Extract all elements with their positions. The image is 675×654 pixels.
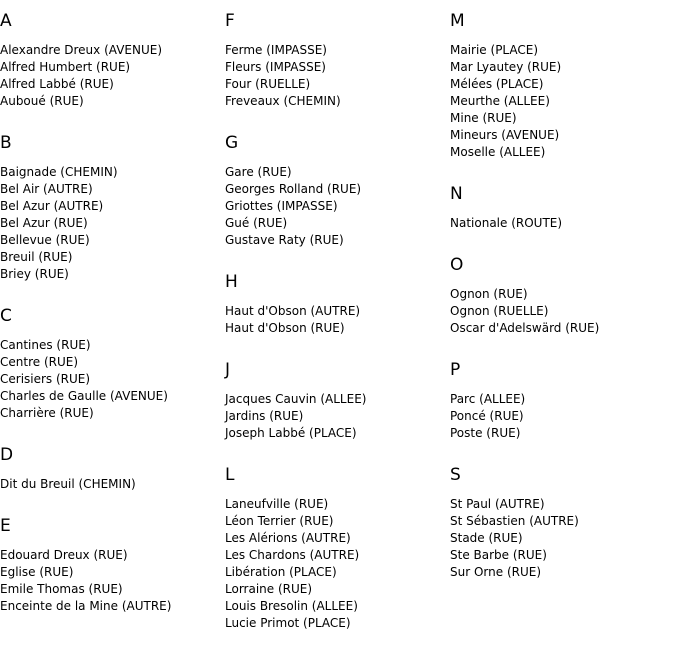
street-list-item: Gué (RUE) [225,216,288,230]
street-list-item: Joseph Labbé (PLACE) [225,426,357,440]
street-list-item: Alexandre Dreux (AVENUE) [0,43,163,57]
street-list-item: Auboué (RUE) [0,94,84,108]
street-list-item: Moselle (ALLEE) [450,145,546,159]
section-letter-heading: E [0,516,11,536]
street-list-item: Poste (RUE) [450,426,521,440]
street-list-item: Mineurs (AVENUE) [450,128,560,142]
street-list-item: Bel Azur (RUE) [0,216,88,230]
street-list-item: Fleurs (IMPASSE) [225,60,326,74]
letter-section [450,10,675,161]
street-list-item: Ognon (RUELLE) [450,304,549,318]
letter-section [0,515,225,615]
letter-section [225,271,450,337]
street-list-item: Freveaux (CHEMIN) [225,94,341,108]
street-list-item: Alfred Labbé (RUE) [0,77,114,91]
street-list [225,496,450,632]
letter-section [450,183,675,232]
street-list-item: Sur Orne (RUE) [450,565,542,579]
letter-section [225,359,450,442]
letter-section [225,464,450,632]
street-list-item: Poncé (RUE) [450,409,524,423]
street-index-column-2 [225,10,450,654]
street-list-item: Mine (RUE) [450,111,517,125]
street-list-item: Haut d'Obson (RUE) [225,321,345,335]
street-list-item: Mairie (PLACE) [450,43,539,57]
letter-section [0,10,225,110]
street-list-item: Edouard Dreux (RUE) [0,548,128,562]
street-list-item: Georges Rolland (RUE) [225,182,362,196]
letter-section [450,359,675,442]
street-list [0,164,225,283]
street-list-item: Jardins (RUE) [225,409,304,423]
section-letter-heading: B [0,133,12,153]
street-list-item: Cantines (RUE) [0,338,91,352]
street-list [450,215,675,232]
street-list-item: Four (RUELLE) [225,77,311,91]
street-list-item: Oscar d'Adelswärd (RUE) [450,321,600,335]
street-list [450,42,675,161]
street-list-item: Haut d'Obson (AUTRE) [225,304,361,318]
street-list-item: Léon Terrier (RUE) [225,514,334,528]
street-list [225,164,450,249]
street-list-item: Jacques Cauvin (ALLEE) [225,392,367,406]
street-list-item: St Paul (AUTRE) [450,497,545,511]
street-list-item: Charles de Gaulle (AVENUE) [0,389,168,403]
section-letter-heading: A [0,11,12,31]
section-letter-heading: H [225,272,238,292]
section-letter-heading: G [225,133,239,153]
street-list [450,391,675,442]
section-letter-heading: D [0,445,14,465]
street-list [0,337,225,422]
street-list-item: Cerisiers (RUE) [0,372,91,386]
street-list-item: St Sébastien (AUTRE) [450,514,579,528]
section-letter-heading: F [225,11,235,31]
street-list [450,496,675,581]
street-list-item: Louis Bresolin (ALLEE) [225,599,358,613]
street-list-item: Lorraine (RUE) [225,582,313,596]
street-list [0,476,225,493]
street-list-item: Lucie Primot (PLACE) [225,616,351,630]
street-list-item: Charrière (RUE) [0,406,94,420]
street-list [450,286,675,337]
street-list-item: Stade (RUE) [450,531,523,545]
letter-section [450,254,675,337]
street-index-column-1 [0,10,225,637]
section-letter-heading: M [450,11,465,31]
letter-section [0,444,225,493]
street-index-column-3 [450,10,675,603]
street-list-item: Dit du Breuil (CHEMIN) [0,477,136,491]
street-list-item: Bellevue (RUE) [0,233,90,247]
street-list-item: Libération (PLACE) [225,565,337,579]
street-list-item: Enceinte de la Mine (AUTRE) [0,599,172,613]
section-letter-heading: C [0,306,12,326]
street-list-item: Gustave Raty (RUE) [225,233,344,247]
street-list-item: Ognon (RUE) [450,287,528,301]
street-list-item: Briey (RUE) [0,267,69,281]
street-list-item: Breuil (RUE) [0,250,73,264]
street-list-item: Meurthe (ALLEE) [450,94,550,108]
street-list-item: Bel Air (AUTRE) [0,182,93,196]
section-letter-heading: J [225,360,231,380]
street-list-item: Les Alérions (AUTRE) [225,531,351,545]
section-letter-heading: P [450,360,461,380]
street-list-item: Griottes (IMPASSE) [225,199,338,213]
letter-section [225,10,450,110]
street-list-item: Les Chardons (AUTRE) [225,548,360,562]
section-letter-heading: L [225,465,235,485]
letter-section [0,305,225,422]
letter-section [0,132,225,283]
street-list-item: Laneufville (RUE) [225,497,329,511]
street-list-item: Alfred Humbert (RUE) [0,60,131,74]
street-list-item: Ste Barbe (RUE) [450,548,547,562]
section-letter-heading: O [450,255,464,275]
street-list-item: Ferme (IMPASSE) [225,43,327,57]
street-list-item: Emile Thomas (RUE) [0,582,123,596]
street-list [225,42,450,110]
street-list-item: Parc (ALLEE) [450,392,526,406]
street-list-item: Bel Azur (AUTRE) [0,199,104,213]
street-list-item: Nationale (ROUTE) [450,216,563,230]
letter-section [225,132,450,249]
street-list-item: Gare (RUE) [225,165,292,179]
street-list-item: Eglise (RUE) [0,565,74,579]
street-list [0,42,225,110]
street-list-item: Baignade (CHEMIN) [0,165,118,179]
letter-section [450,464,675,581]
street-list [0,547,225,615]
street-list [225,303,450,337]
section-letter-heading: S [450,465,461,485]
section-letter-heading: N [450,184,463,204]
street-list-item: Centre (RUE) [0,355,79,369]
street-list-item: Mar Lyautey (RUE) [450,60,562,74]
street-list-item: Mélées (PLACE) [450,77,544,91]
street-list [225,391,450,442]
